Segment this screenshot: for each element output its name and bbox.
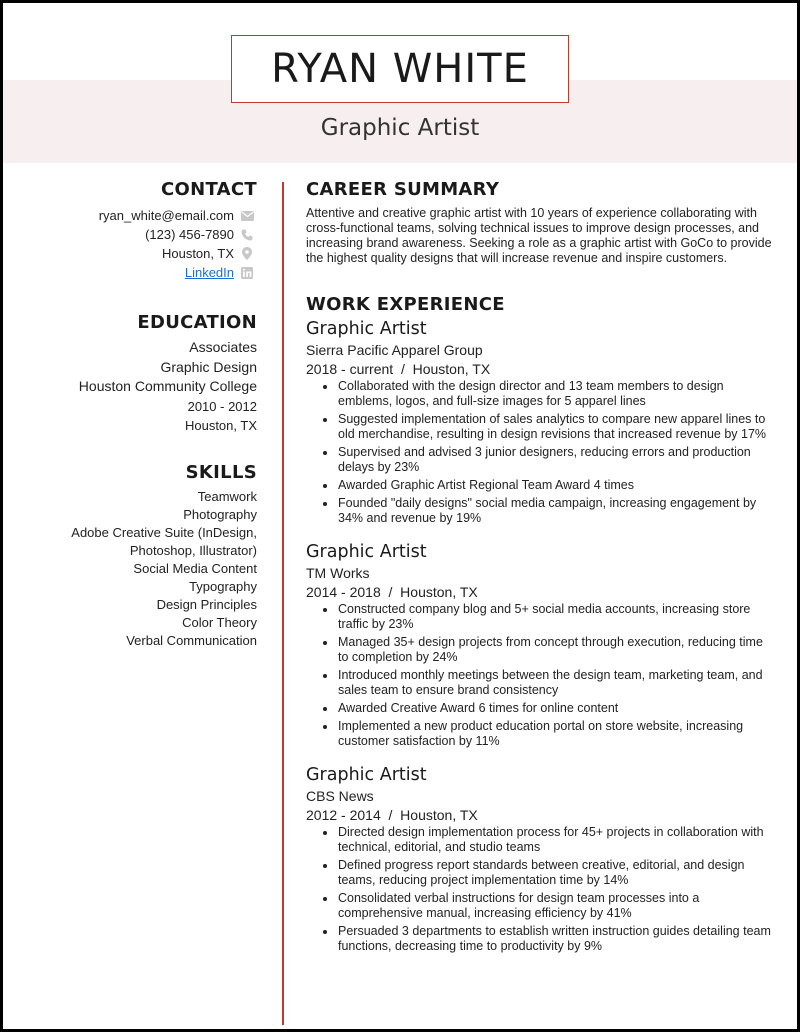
job-bullet: Constructed company blog and 5+ social media accounts, increasing store traffic by 23% <box>306 602 776 632</box>
column-divider <box>282 182 284 1025</box>
job-bullets <box>306 825 776 954</box>
contact-location <box>23 244 257 263</box>
summary-text: Attentive and creative graphic artist with 10 years of experience collaborating with cross-functional teams, solving technical issues to improve design processes, and increasing brand awareness. Seeking a role as a graphic artist with GoCo to provide the highest quality designs that will increase revenue and inspire customers. <box>306 206 772 265</box>
left-column <box>23 179 257 650</box>
education-location: Houston, TX <box>184 418 257 433</box>
job-bullet: Awarded Creative Award 6 times for online content <box>306 701 776 716</box>
education-years: 2010 - 2012 <box>187 398 257 414</box>
job-bullet: Consolidated verbal instructions for design team processes into a comprehensive manual, increasing efficiency by 41% <box>306 891 776 921</box>
contact-email <box>23 206 257 225</box>
linkedin-icon <box>237 267 257 279</box>
contact-heading: CONTACT <box>161 179 257 200</box>
envelope-icon <box>237 211 257 221</box>
skill-item: Typography <box>189 578 257 594</box>
job-dates: 2014 - 2018 / Houston, TX <box>306 584 478 600</box>
skill-item: Teamwork <box>197 488 257 504</box>
skill-item: Social Media Content <box>133 560 257 576</box>
candidate-name: RYAN WHITE <box>271 46 529 92</box>
education-degree: Associates <box>189 339 257 355</box>
education-heading: EDUCATION <box>137 312 257 333</box>
skill-item: Adobe Creative Suite (InDesign, <box>71 524 257 540</box>
job-bullets <box>306 379 776 526</box>
job-bullets <box>306 602 776 749</box>
contact-phone <box>23 225 257 244</box>
job-bullet: Managed 35+ design projects from concept through execution, reducing time to completion by 24% <box>306 635 776 665</box>
job-bullet: Defined progress report standards between creative, editorial, and design teams, reducing project implementation time by 14% <box>306 858 776 888</box>
job-company: Sierra Pacific Apparel Group <box>306 342 483 358</box>
job-company: CBS News <box>306 788 374 804</box>
job-dates: 2012 - 2014 / Houston, TX <box>306 807 478 823</box>
job-dates: 2018 - current / Houston, TX <box>306 361 491 377</box>
phone-icon <box>237 229 257 241</box>
job-bullet: Directed design implementation process for 45+ projects in collaboration with technical, editorial, and studio teams <box>306 825 776 855</box>
skill-item: Photoshop, Illustrator) <box>129 542 257 558</box>
job-bullet: Founded "daily designs" social media campaign, increasing engagement by 34% and revenue by 19% <box>306 496 776 526</box>
job-company: TM Works <box>306 565 370 581</box>
job-bullet: Collaborated with the design director and 13 team members to design emblems, logos, and full-size images for 5 apparel lines <box>306 379 776 409</box>
job-role: Graphic Artist <box>306 319 427 339</box>
map-pin-icon <box>237 247 257 260</box>
education-major: Graphic Design <box>160 358 257 375</box>
job-role: Graphic Artist <box>306 765 427 785</box>
education-school: Houston Community College <box>78 378 257 394</box>
job-entry <box>306 765 776 954</box>
resume-page <box>3 3 797 1029</box>
job-role: Graphic Artist <box>306 542 427 562</box>
right-column <box>306 179 776 957</box>
job-entry <box>306 319 776 526</box>
skill-item: Design Principles <box>156 596 257 612</box>
job-bullet: Awarded Graphic Artist Regional Team Award 4 times <box>306 478 776 493</box>
job-bullet: Persuaded 3 departments to establish written instruction guides detailing team functions, decreasing time to productivity by 9% <box>306 924 776 954</box>
skill-item: Verbal Communication <box>126 632 257 648</box>
phone-text: (123) 456-7890 <box>145 227 234 242</box>
job-title: Graphic Artist <box>320 115 480 141</box>
job-entry <box>306 542 776 749</box>
linkedin-link[interactable]: LinkedIn <box>184 265 234 280</box>
skills-heading: SKILLS <box>185 461 257 483</box>
skill-item: Photography <box>183 506 257 522</box>
job-bullet: Introduced monthly meetings between the design team, marketing team, and sales team to ensure brand consistency <box>306 668 776 698</box>
email-text: ryan_white@email.com <box>98 208 234 223</box>
location-text: Houston, TX <box>161 246 234 261</box>
job-bullet: Supervised and advised 3 junior designers, reducing errors and production delays by 23% <box>306 445 776 475</box>
job-bullet: Suggested implementation of sales analytics to compare new apparel lines to old merchandise, resulting in design revisions that increased revenue by 17% <box>306 412 776 442</box>
experience-heading: WORK EXPERIENCE <box>306 294 505 315</box>
job-bullet: Implemented a new product education portal on store website, increasing customer satisfaction by 11% <box>306 719 776 749</box>
skill-item: Color Theory <box>182 614 257 630</box>
summary-heading: CAREER SUMMARY <box>306 179 500 200</box>
contact-linkedin <box>23 263 257 282</box>
name-box <box>231 35 569 103</box>
